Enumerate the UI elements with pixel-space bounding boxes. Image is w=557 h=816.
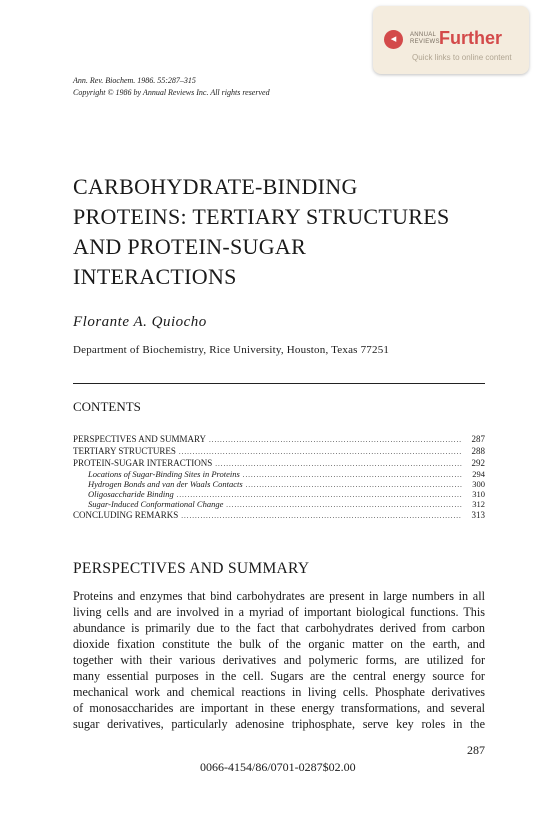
toc-page: 294 bbox=[472, 469, 485, 479]
toc-entry[interactable] bbox=[73, 433, 485, 445]
toc-subentry[interactable] bbox=[73, 479, 485, 489]
body-line: sugar derivatives, particularly adenosine triphosphate, serve key roles in the bbox=[73, 717, 485, 731]
toc-title: Hydrogen Bonds and van der Waals Contacts bbox=[88, 479, 243, 489]
toc-entry[interactable] bbox=[73, 509, 485, 521]
title-line: INTERACTIONS bbox=[73, 264, 237, 289]
body-line: living cells and are involved in a myriad of important biological functions. This bbox=[73, 605, 485, 619]
toc-page: 313 bbox=[471, 510, 485, 520]
quick-links-text: Quick links to online content bbox=[412, 53, 512, 62]
annual-text: ANNUAL bbox=[410, 32, 437, 38]
toc-leader bbox=[246, 480, 462, 490]
toc-page: 310 bbox=[472, 489, 485, 499]
title-line: CARBOHYDRATE-BINDING bbox=[73, 174, 358, 199]
divider bbox=[73, 383, 485, 384]
toc-page: 312 bbox=[472, 499, 485, 509]
toc-page: 288 bbox=[471, 446, 485, 456]
reviews-text: REVIEWS bbox=[410, 39, 440, 45]
contents-heading: CONTENTS bbox=[73, 399, 141, 414]
toc-subentry[interactable] bbox=[73, 469, 485, 479]
affiliation: Department of Biochemistry, Rice University, Houston, Texas 77251 bbox=[73, 344, 390, 356]
toc-title: TERTIARY STRUCTURES bbox=[73, 446, 176, 456]
title-line: AND PROTEIN-SUGAR bbox=[73, 234, 307, 259]
toc-entry[interactable] bbox=[73, 457, 485, 469]
toc-title: PROTEIN-SUGAR INTERACTIONS bbox=[73, 458, 213, 468]
toc-title: PERSPECTIVES AND SUMMARY bbox=[73, 434, 207, 444]
toc-leader bbox=[179, 446, 462, 458]
further-banner[interactable] bbox=[373, 6, 529, 74]
toc-title: Oligosaccharide Binding bbox=[88, 489, 174, 499]
body-text bbox=[73, 588, 485, 732]
toc-leader bbox=[209, 434, 462, 446]
toc-subentry[interactable] bbox=[73, 499, 485, 509]
arrow-icon: ◂ bbox=[384, 30, 403, 49]
toc-page: 292 bbox=[471, 458, 485, 468]
body-line: abundance is primarily due to the fact that carbohydrates derived from carbon bbox=[73, 621, 485, 635]
toc-leader bbox=[243, 470, 462, 480]
toc-leader bbox=[181, 510, 462, 522]
page-number: 287 bbox=[467, 743, 485, 757]
body-line: dioxide fixation constitute the bulk of the organic matter on the earth, and bbox=[73, 637, 485, 651]
body-line: together with their various derivatives and polymeric forms, are utilized for bbox=[73, 653, 485, 667]
further-label: Further bbox=[439, 28, 502, 48]
body-line: of monosaccharides are important in these energy transformations, and several bbox=[73, 701, 485, 715]
toc-title: Locations of Sugar-Binding Sites in Proteins bbox=[88, 469, 240, 479]
toc-leader bbox=[226, 500, 462, 510]
copyright: Copyright © 1986 by Annual Reviews Inc. All rights reserved bbox=[73, 88, 270, 97]
toc-page: 287 bbox=[471, 434, 485, 444]
table-of-contents bbox=[73, 433, 485, 521]
citation: Ann. Rev. Biochem. 1986. 55:287–315 bbox=[73, 76, 196, 85]
article-code: 0066-4154/86/0701-0287$02.00 bbox=[200, 760, 356, 774]
annual-reviews-logo bbox=[410, 32, 440, 46]
section-heading: PERSPECTIVES AND SUMMARY bbox=[73, 560, 310, 577]
body-line: Proteins and enzymes that bind carbohydrates are present in large numbers in all bbox=[73, 589, 485, 603]
toc-page: 300 bbox=[472, 479, 485, 489]
toc-leader bbox=[215, 458, 462, 470]
title-line: PROTEINS: TERTIARY STRUCTURES bbox=[73, 204, 450, 229]
toc-title: Sugar-Induced Conformational Change bbox=[88, 499, 224, 509]
journal-info bbox=[73, 75, 270, 99]
toc-entry[interactable] bbox=[73, 445, 485, 457]
article-title bbox=[73, 172, 450, 292]
body-line: many essential purposes in the cell. Sugars are the central energy source for bbox=[73, 669, 485, 683]
author: Florante A. Quiocho bbox=[73, 314, 207, 330]
body-line: mechanical work and chemical reactions in living cells. Phosphate derivatives bbox=[73, 685, 485, 699]
toc-subentry[interactable] bbox=[73, 489, 485, 499]
toc-title: CONCLUDING REMARKS bbox=[73, 510, 179, 520]
